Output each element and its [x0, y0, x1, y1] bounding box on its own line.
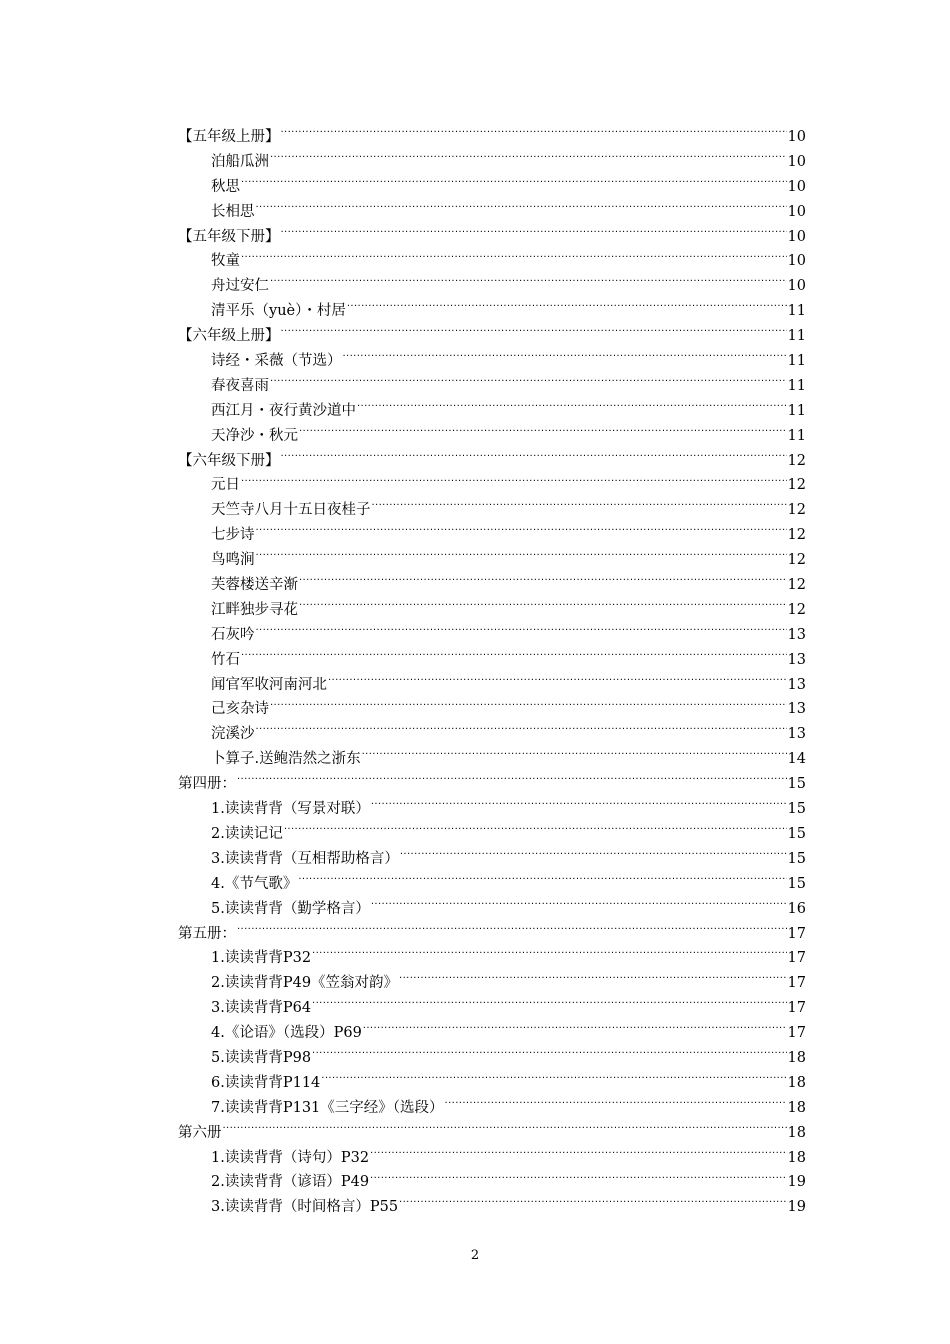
toc-dot-leader [270, 375, 787, 390]
toc-dot-leader [256, 525, 787, 540]
toc-entry[interactable] [178, 648, 806, 673]
toc-entry-page: 11 [787, 328, 806, 345]
toc-entry-page: 12 [787, 552, 806, 569]
toc-entry[interactable] [178, 747, 806, 772]
toc-dot-leader [237, 774, 787, 789]
toc-entry-title: 竹石 [211, 651, 240, 668]
toc-entry-page: 15 [787, 776, 806, 793]
toc-dot-leader [270, 276, 787, 291]
toc-entry[interactable] [178, 1096, 806, 1121]
toc-entry-title: 6.读读背背P114 [211, 1074, 321, 1091]
toc-entry-title: 7.读读背背P131《三字经》（选段） [211, 1099, 444, 1116]
toc-entry-page: 13 [787, 651, 806, 668]
toc-entry-title: 秋思 [211, 178, 240, 195]
toc-entry-page: 10 [787, 178, 806, 195]
toc-entry-page: 13 [787, 726, 806, 743]
toc-entry-title: 鸟鸣涧 [211, 552, 255, 569]
toc-dot-leader [371, 898, 787, 913]
toc-entry[interactable] [178, 1170, 806, 1195]
toc-dot-leader [256, 624, 787, 639]
toc-entry[interactable] [178, 424, 806, 449]
toc-entry[interactable] [178, 623, 806, 648]
toc-entry[interactable] [178, 722, 806, 747]
toc-dot-leader [256, 724, 787, 739]
toc-entry-title: 春夜喜雨 [211, 377, 269, 394]
toc-entry[interactable] [178, 1046, 806, 1071]
toc-dot-leader [223, 1122, 787, 1137]
toc-dot-leader [237, 923, 787, 938]
toc-section-entry[interactable] [178, 225, 806, 250]
toc-entry-title: 泊船瓜洲 [211, 153, 269, 170]
toc-dot-leader [321, 1072, 786, 1087]
toc-entry-title: 1.读读背背P32 [211, 950, 312, 967]
toc-dot-leader [328, 674, 787, 689]
toc-entry-page: 11 [787, 303, 806, 320]
toc-entry-title: 3.读读背背（互相帮助格言） [211, 850, 399, 867]
toc-entry-page: 17 [787, 975, 806, 992]
toc-dot-leader [399, 1197, 787, 1212]
toc-entry[interactable] [178, 349, 806, 374]
toc-dot-leader [281, 127, 787, 142]
toc-entry-title: 芙蓉楼送辛渐 [211, 577, 298, 594]
toc-entry[interactable] [178, 1195, 806, 1220]
toc-dot-leader [371, 799, 787, 814]
toc-section-entry[interactable] [178, 324, 806, 349]
toc-entry[interactable] [178, 946, 806, 971]
toc-dot-leader [372, 500, 787, 515]
toc-entry-title: 4.《节气歌》 [211, 875, 298, 892]
toc-entry-title: 元日 [211, 477, 240, 494]
toc-entry-page: 18 [787, 1149, 806, 1166]
toc-entry-page: 12 [787, 502, 806, 519]
toc-entry-page: 17 [787, 925, 806, 942]
page-number: 2 [470, 1248, 480, 1263]
toc-entry-page: 10 [787, 228, 806, 245]
toc-dot-leader [445, 1097, 787, 1112]
toc-dot-leader [241, 176, 787, 191]
toc-dot-leader [370, 1172, 787, 1187]
toc-entry[interactable] [178, 996, 806, 1021]
toc-section-entry[interactable] [178, 1121, 806, 1146]
toc-entry-page: 13 [787, 626, 806, 643]
toc-entry-title: 【五年级下册】 [178, 228, 280, 245]
toc-entry-page: 12 [787, 452, 806, 469]
toc-dot-leader [241, 475, 787, 490]
toc-entry-page: 10 [787, 129, 806, 145]
toc-entry-page: 19 [787, 1199, 806, 1216]
toc-dot-leader [312, 948, 787, 963]
toc-entry-page: 12 [787, 601, 806, 618]
toc-dot-leader [284, 823, 787, 838]
toc-entry-title: 牧童 [211, 253, 240, 270]
toc-entry-title: 【六年级上册】 [178, 328, 280, 345]
toc-dot-leader [299, 599, 787, 614]
toc-entry-page: 15 [787, 875, 806, 892]
toc-entry-page: 19 [787, 1174, 806, 1191]
toc-entry[interactable] [178, 847, 806, 872]
toc-entry-page: 15 [787, 801, 806, 818]
toc-section-entry[interactable] [178, 922, 806, 947]
toc-entry-page: 16 [787, 900, 806, 917]
toc-dot-leader [256, 550, 787, 565]
toc-entry[interactable] [178, 473, 806, 498]
toc-entry[interactable] [178, 971, 806, 996]
toc-entry[interactable] [178, 822, 806, 847]
toc-entry[interactable] [178, 1146, 806, 1171]
toc-dot-leader [281, 450, 787, 465]
toc-dot-leader [298, 873, 786, 888]
toc-entry[interactable] [178, 797, 806, 822]
toc-entry-page: 15 [787, 850, 806, 867]
toc-entry-title: 5.读读背背P98 [211, 1049, 312, 1066]
toc-entry-title: 清平乐（yuè）・村居 [211, 303, 346, 320]
toc-entry[interactable] [178, 249, 806, 274]
toc-entry-page: 10 [787, 278, 806, 295]
toc-entry-title: 诗经・采薇（节选） [211, 353, 342, 370]
toc-entry-title: 2.读读背背P49《笠翁对韵》 [211, 975, 399, 992]
toc-entry-page: 18 [787, 1124, 806, 1141]
toc-dot-leader [347, 301, 787, 316]
toc-dot-leader [343, 351, 787, 366]
toc-entry[interactable] [178, 598, 806, 623]
toc-entry-title: 七步诗 [211, 527, 255, 544]
toc-entry[interactable] [178, 299, 806, 324]
toc-dot-leader [241, 251, 787, 266]
toc-dot-leader [400, 848, 787, 863]
toc-entry-title: 西江月・夜行黄沙道中 [211, 402, 356, 419]
toc-entry-title: 江畔独步寻花 [211, 601, 298, 618]
toc-dot-leader [241, 649, 787, 664]
toc-entry[interactable] [178, 897, 806, 922]
toc-entry-page: 17 [787, 1000, 806, 1017]
toc-entry-page: 11 [787, 377, 806, 394]
toc-dot-leader [399, 973, 787, 988]
toc-entry-page: 13 [787, 701, 806, 718]
toc-entry-title: 【六年级下册】 [178, 452, 280, 469]
toc-dot-leader [256, 201, 787, 216]
toc-dot-leader [281, 326, 787, 341]
toc-entry-title: 4.《论语》（选段）P69 [211, 1025, 362, 1042]
toc-entry-title: 第六册 [178, 1124, 222, 1141]
toc-entry-title: 石灰吟 [211, 626, 255, 643]
toc-entry[interactable] [178, 274, 806, 299]
toc-entry[interactable] [178, 673, 806, 698]
toc-entry[interactable] [178, 200, 806, 225]
toc-dot-leader [281, 226, 787, 241]
toc-entry-title: 浣溪沙 [211, 726, 255, 743]
toc-dot-leader [270, 699, 787, 714]
toc-entry[interactable] [178, 1071, 806, 1096]
toc-section-entry[interactable] [178, 772, 806, 797]
toc-entry-page: 10 [787, 253, 806, 270]
toc-entry-title: 3.读读背背P64 [211, 1000, 312, 1017]
toc-entry[interactable] [178, 498, 806, 523]
toc-dot-leader [299, 425, 787, 440]
toc-section-entry[interactable] [178, 449, 806, 474]
toc-entry-page: 12 [787, 577, 806, 594]
toc-entry[interactable] [178, 697, 806, 722]
toc-dot-leader [357, 400, 787, 415]
toc-entry-title: 卜算子.送鲍浩然之浙东 [211, 751, 361, 768]
toc-entry-page: 14 [787, 751, 806, 768]
toc-dot-leader [370, 1147, 787, 1162]
toc-entry-title: 天竺寺八月十五日夜桂子 [211, 502, 371, 519]
toc-entry-page: 18 [787, 1099, 806, 1116]
toc-entry-page: 17 [787, 1025, 806, 1042]
table-of-contents [178, 125, 806, 1220]
toc-entry[interactable] [178, 150, 806, 175]
toc-entry-title: 天净沙・秋元 [211, 427, 298, 444]
toc-entry-title: 第五册： [178, 925, 236, 942]
toc-entry[interactable] [178, 573, 806, 598]
toc-entry-title: 3.读读背背（时间格言）P55 [211, 1199, 399, 1216]
toc-dot-leader [362, 749, 787, 764]
toc-entry-page: 11 [787, 427, 806, 444]
toc-entry-page: 18 [787, 1074, 806, 1091]
toc-entry-page: 12 [787, 477, 806, 494]
toc-entry-title: 1.读读背背（诗句）P32 [211, 1149, 370, 1166]
toc-entry-title: 5.读读背背（勤学格言） [211, 900, 370, 917]
toc-entry[interactable] [178, 399, 806, 424]
toc-entry-page: 17 [787, 950, 806, 967]
toc-dot-leader [299, 575, 787, 590]
toc-dot-leader [363, 1023, 787, 1038]
toc-section-entry[interactable] [178, 125, 806, 150]
toc-entry[interactable] [178, 374, 806, 399]
toc-entry-page: 15 [787, 825, 806, 842]
toc-entry-title: 己亥杂诗 [211, 701, 269, 718]
toc-dot-leader [312, 998, 787, 1013]
toc-entry-title: 长相思 [211, 203, 255, 220]
toc-entry-page: 18 [787, 1049, 806, 1066]
toc-entry-title: 第四册： [178, 776, 236, 793]
toc-entry-title: 1.读读背背（写景对联） [211, 801, 370, 818]
toc-entry[interactable] [178, 523, 806, 548]
toc-entry-title: 舟过安仁 [211, 278, 269, 295]
toc-entry-page: 12 [787, 527, 806, 544]
toc-entry-page: 10 [787, 203, 806, 220]
toc-entry[interactable] [178, 548, 806, 573]
toc-entry[interactable] [178, 1021, 806, 1046]
toc-dot-leader [312, 1047, 787, 1062]
toc-entry[interactable] [178, 175, 806, 200]
toc-entry-page: 10 [787, 153, 806, 170]
toc-dot-leader [270, 151, 787, 166]
toc-entry[interactable] [178, 872, 806, 897]
toc-entry-page: 11 [787, 402, 806, 419]
toc-entry-title: 2.读读背背（谚语）P49 [211, 1174, 370, 1191]
toc-entry-title: 闻官军收河南河北 [211, 676, 327, 693]
toc-entry-page: 11 [787, 353, 806, 370]
toc-entry-page: 13 [787, 676, 806, 693]
toc-entry-title: 2.读读记记 [211, 825, 283, 842]
toc-entry-title: 【五年级上册】 [178, 129, 280, 145]
